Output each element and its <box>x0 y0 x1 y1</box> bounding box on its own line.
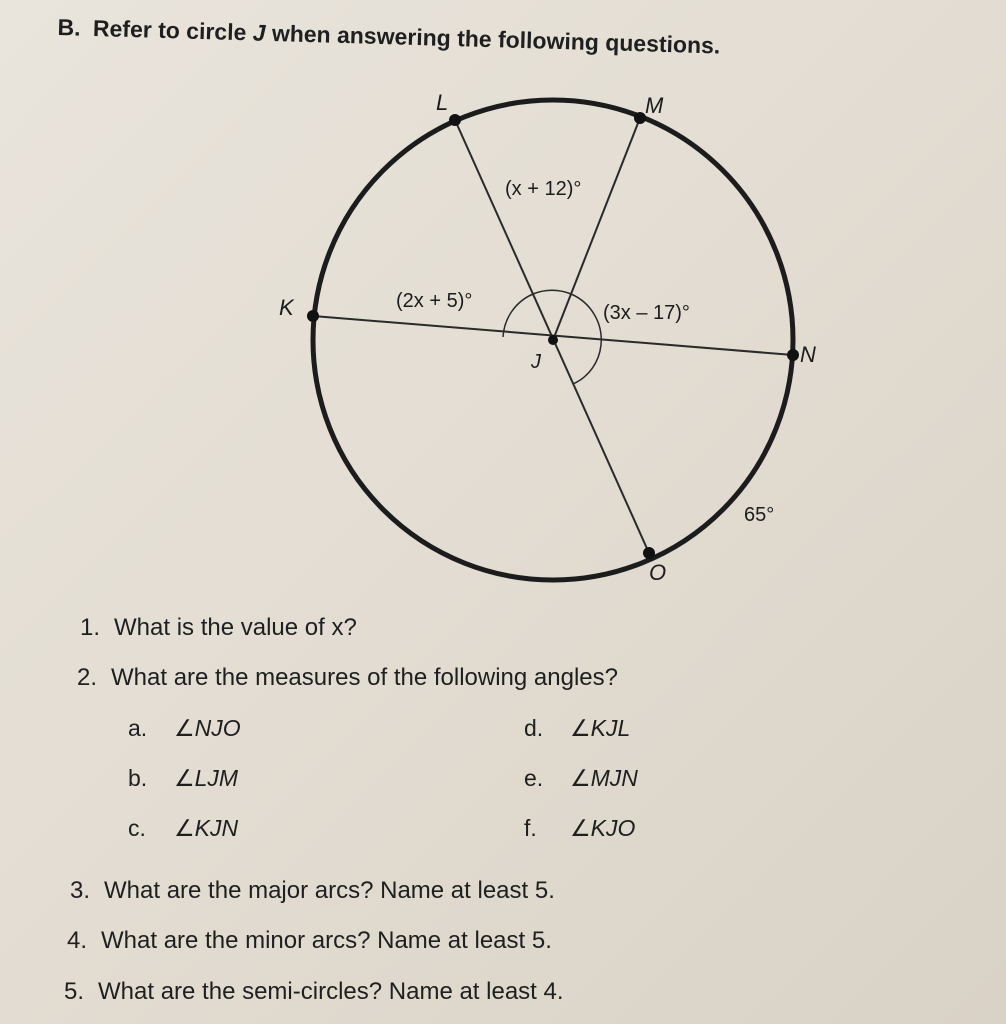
label-l: L <box>436 90 449 115</box>
angle-label-mjn: (3x – 17)° <box>603 302 690 324</box>
label-j: J <box>531 351 541 373</box>
point-o <box>643 547 655 559</box>
angle-arc-kjl <box>503 294 533 337</box>
question-number: 3. <box>70 877 91 904</box>
angle-arc-ljm <box>533 290 571 294</box>
question-number: 5. <box>64 978 85 1005</box>
angle-arc-njo <box>573 345 601 384</box>
question-2 <box>77 664 618 692</box>
sub-item-angle: ∠MJN <box>570 765 638 791</box>
sub-item-angle: ∠KJO <box>570 815 636 841</box>
question-text: What is the value of x? <box>114 614 357 641</box>
circle-name: J <box>252 19 266 46</box>
label-o: O <box>649 560 667 585</box>
sub-item-angle: ∠KJL <box>570 715 631 741</box>
point-j <box>548 335 558 345</box>
question-number: 2. <box>77 664 98 691</box>
sub-item-b <box>128 765 238 792</box>
sub-item-letter: f. <box>524 815 537 841</box>
point-l <box>449 114 461 126</box>
arc-label-no: 65° <box>744 504 775 526</box>
label-n: N <box>800 342 816 367</box>
question-text: What are the minor arcs? Name at least 5. <box>101 927 552 954</box>
angle-label-kjl: (2x + 5)° <box>396 290 473 312</box>
question-text: What are the major arcs? Name at least 5. <box>104 877 555 904</box>
sub-item-angle: ∠NJO <box>174 715 241 741</box>
question-number: 1. <box>80 614 101 641</box>
section-label: B. <box>57 14 81 41</box>
angle-label-ljm: (x + 12)° <box>505 178 582 200</box>
sub-item-letter: e. <box>524 765 544 791</box>
sub-item-letter: d. <box>524 715 544 741</box>
question-text: What are the semi-circles? Name at least 4. <box>98 978 564 1005</box>
question-4 <box>67 927 552 955</box>
sub-item-e <box>524 765 638 792</box>
question-1 <box>80 614 357 642</box>
sub-item-a <box>128 715 241 742</box>
sub-item-letter: c. <box>128 815 146 841</box>
sub-item-c <box>128 815 238 842</box>
sub-item-letter: b. <box>128 765 148 791</box>
sub-item-f <box>524 815 635 842</box>
sub-item-letter: a. <box>128 715 148 741</box>
question-3 <box>70 877 555 905</box>
question-number: 4. <box>67 927 88 954</box>
sub-item-d <box>524 715 630 742</box>
question-text: What are the measures of the following angles? <box>111 664 618 691</box>
label-m: M <box>645 93 664 118</box>
point-k <box>307 310 319 322</box>
point-n <box>787 349 799 361</box>
instruction-after: when answering the following questions. <box>271 19 721 59</box>
question-5 <box>64 978 564 1006</box>
sub-item-angle: ∠LJM <box>174 765 239 791</box>
instruction-before: Refer to circle <box>92 14 247 46</box>
sub-item-angle: ∠KJN <box>174 815 239 841</box>
label-k: K <box>279 295 294 320</box>
